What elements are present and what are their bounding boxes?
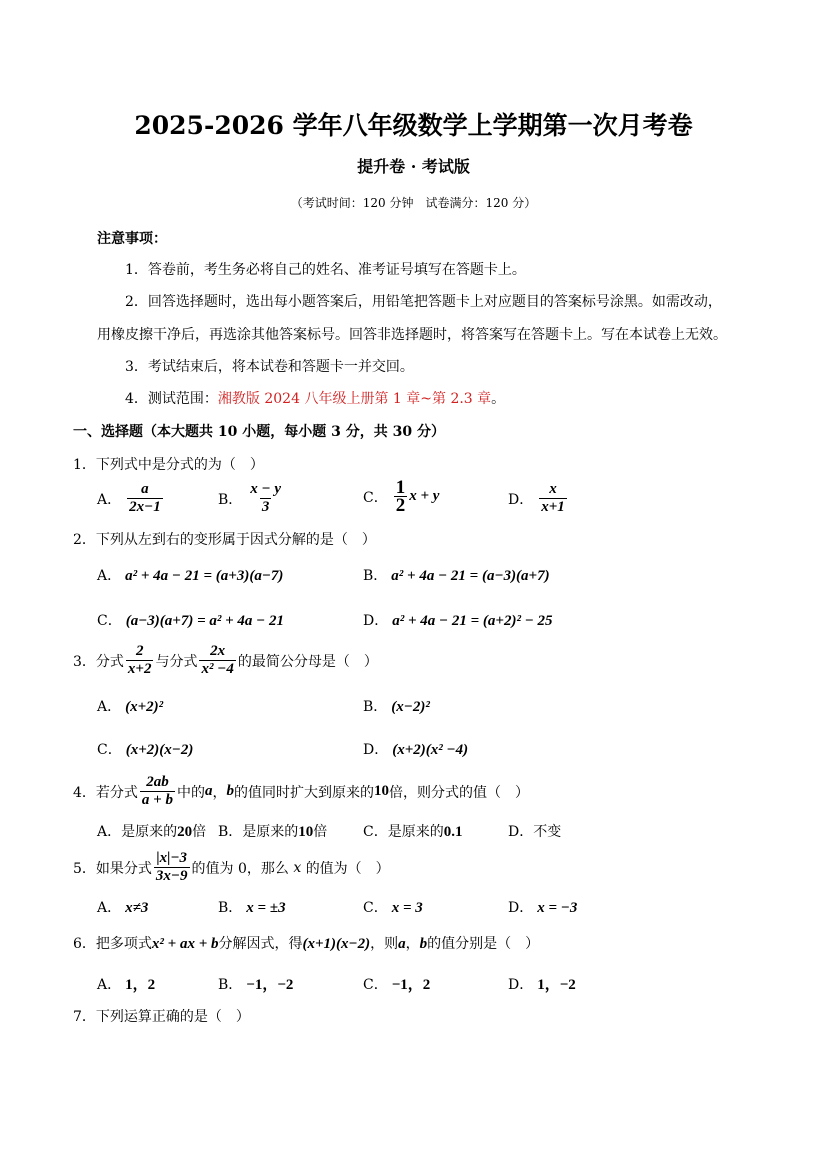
expression: −1，−2 [246, 977, 294, 993]
variable: x [293, 859, 302, 876]
option-label: A． [97, 977, 122, 993]
question-2-stem: 2．下列从左到右的变形属于因式分解的是（ ） [73, 532, 376, 548]
fraction [127, 482, 163, 515]
question-4-stem [73, 775, 529, 808]
option-label: A． [97, 699, 122, 715]
option-label: D． [508, 900, 534, 916]
note-item-4-suffix: 。 [491, 391, 506, 407]
note-item-1: 1．答卷前，考生务必将自己的姓名、准考证号填写在答题卡上。 [125, 262, 526, 278]
exam-title: 2025-2026 学年八年级数学上学期第一次月考卷 [134, 111, 693, 140]
stem-text: 3．分式 [73, 653, 124, 670]
question-1-option-a[interactable] [97, 482, 165, 515]
expression: (x+2)(x−2) [125, 742, 194, 758]
question-4-option-b[interactable] [218, 821, 327, 841]
stem-text: 6．把多项式 [73, 936, 152, 952]
numerator: x [549, 481, 557, 497]
question-3-option-c[interactable] [97, 739, 193, 759]
stem-text: ，则 [370, 936, 399, 952]
exam-subtitle: 提升卷 · 考试版 [357, 157, 470, 176]
question-1-option-c[interactable] [363, 477, 440, 516]
option-label: B． [218, 900, 243, 916]
numerator: |x|−3 [156, 850, 188, 866]
option-label: C． [363, 977, 388, 993]
question-2-option-a[interactable] [97, 565, 283, 585]
option-label: B． [363, 699, 388, 715]
expression: (a−3)(a+7) = a² + 4a − 21 [125, 613, 285, 629]
numerator: 2 [135, 643, 144, 659]
denominator: x+1 [541, 499, 565, 515]
expression: x² + ax + b [151, 936, 219, 952]
expression: (x+2)(x² −4) [392, 742, 469, 758]
number: 10 [373, 783, 389, 799]
option-label: C． [363, 489, 388, 506]
fraction [126, 644, 154, 677]
section-heading-prefix: 一、选择题（ [73, 424, 157, 440]
option-text: 是原来的 [121, 824, 178, 840]
question-6-option-b[interactable] [218, 973, 293, 994]
option-text: 是原来的 [242, 824, 299, 840]
expression: x≠3 [125, 900, 149, 916]
stem-text: 的值为（ ） [305, 860, 390, 877]
option-label: A． [97, 900, 122, 916]
question-5-option-a[interactable] [97, 897, 148, 917]
option-label: C． [363, 824, 388, 840]
option-text: 是原来的 [387, 824, 444, 840]
fraction [199, 644, 235, 677]
expression: a² + 4a − 21 = (a+2)² − 25 [392, 613, 553, 629]
stem-text: ， [212, 784, 227, 801]
option-text: 不变 [533, 824, 562, 840]
question-3-option-d[interactable] [363, 739, 468, 759]
stem-text: 的值分别是（ ） [427, 936, 540, 952]
option-label: D． [363, 742, 389, 758]
notes-heading: 注意事项： [97, 231, 167, 247]
option-label: D． [508, 977, 534, 993]
option-label: B． [218, 977, 243, 993]
question-4-option-c[interactable] [363, 821, 462, 841]
expression: −1，2 [391, 977, 431, 993]
option-label: C． [97, 742, 122, 758]
question-3-option-a[interactable] [97, 696, 163, 716]
option-label: A． [97, 824, 122, 840]
stem-text: 中的 [176, 784, 205, 801]
fraction [394, 477, 408, 516]
note-item-2-line-2: 用橡皮擦干净后，再选涂其他答案标号。回答非选择题时，将答案写在答题卡上。写在本试卷上无效。 [97, 327, 727, 343]
expression: 1，−2 [537, 977, 576, 993]
denominator: 2x−1 [129, 499, 161, 515]
option-text: 倍 [192, 824, 207, 840]
question-4-option-a[interactable] [97, 821, 206, 841]
option-label: D． [508, 824, 534, 840]
exam-info: （考试时间：120 分钟 试卷满分：120 分） [290, 196, 537, 210]
option-label: B． [218, 491, 243, 508]
question-2-option-c[interactable] [97, 610, 284, 630]
question-6-option-c[interactable] [363, 973, 430, 994]
expression: (x+2)² [125, 699, 164, 715]
denominator: a + b [141, 792, 173, 808]
number: 10 [298, 824, 314, 840]
question-2-option-b[interactable] [363, 565, 550, 585]
expression: (x+1)(x−2) [302, 936, 371, 952]
stem-text: 的值为 0，那么 [191, 860, 289, 877]
note-item-4 [125, 388, 505, 408]
question-5-option-c[interactable] [363, 897, 423, 917]
option-label: A． [97, 491, 122, 508]
expression: a² + 4a − 21 = (a+3)(a−7) [125, 568, 284, 584]
note-item-3: 3．考试结束后，将本试卷和答题卡一并交回。 [125, 359, 414, 375]
numerator: 2ab [146, 774, 169, 790]
denominator: 2 [395, 495, 406, 516]
fraction [154, 851, 190, 884]
numerator: x − y [250, 481, 282, 497]
denominator: 3x−9 [155, 868, 188, 884]
stem-text: 的最简公分母是（ ） [237, 653, 378, 670]
number: 20 [177, 824, 193, 840]
section-heading-suffix: ） [430, 424, 445, 440]
expression: a² + 4a − 21 = (a−3)(a+7) [391, 568, 550, 584]
question-4-option-d[interactable] [508, 821, 561, 841]
option-label: C． [363, 900, 388, 916]
stem-text: 4．若分式 [73, 784, 138, 801]
stem-text: ， [405, 936, 420, 952]
question-3-stem [73, 644, 378, 677]
question-6-option-a[interactable] [97, 973, 155, 994]
denominator: x+2 [127, 661, 152, 677]
test-range: 湘教版 2024 八年级上册第 1 章~第 2.3 章 [217, 391, 492, 407]
numerator: 2x [210, 643, 226, 659]
option-label: D． [363, 613, 389, 629]
question-5-option-b[interactable] [218, 897, 286, 917]
option-label: B． [363, 568, 388, 584]
option-label: B． [218, 824, 243, 840]
note-item-4-prefix: 4．测试范围： [125, 391, 218, 407]
expression: x + y [409, 488, 440, 504]
note-item-2-line-1: 2．回答选择题时，选出每小题答案后，用铅笔把答题卡上对应题目的答案标号涂黑。如需改动， [125, 294, 722, 310]
question-1-stem: 1．下列式中是分式的为（ ） [73, 457, 264, 473]
option-label: A． [97, 568, 122, 584]
section-heading [73, 421, 445, 441]
option-label: C． [97, 613, 122, 629]
stem-text: 分解因式，得 [218, 936, 303, 952]
denominator: x² −4 [201, 661, 234, 677]
denominator: 3 [261, 499, 270, 515]
question-1-option-b[interactable] [218, 482, 285, 515]
stem-text: 与分式 [155, 653, 198, 670]
question-2-option-d[interactable] [363, 610, 553, 630]
stem-text: 倍，则分式的值（ ） [388, 784, 529, 801]
fraction [248, 482, 283, 515]
stem-text: 的值同时扩大到原来的 [233, 784, 374, 801]
expression: x = ±3 [246, 900, 286, 916]
numerator: 1 [395, 477, 406, 498]
question-5-stem [73, 851, 390, 884]
stem-text: 5．如果分式 [73, 860, 152, 877]
number: 0.1 [443, 824, 463, 840]
variable: b [419, 936, 428, 952]
numerator: a [141, 481, 149, 497]
question-6-option-d[interactable] [508, 973, 576, 994]
question-6-stem [73, 933, 539, 953]
expression: x = 3 [391, 900, 423, 916]
question-1-option-d[interactable] [508, 482, 569, 515]
variable: a [204, 783, 213, 799]
expression: 1，2 [125, 977, 156, 993]
variable: b [226, 783, 234, 799]
option-text: 倍 [313, 824, 328, 840]
question-5-option-d[interactable] [508, 897, 577, 917]
option-label: D． [508, 491, 534, 508]
variable: a [398, 936, 406, 952]
fraction [539, 482, 567, 515]
question-3-option-b[interactable] [363, 696, 430, 716]
question-7-stem: 7．下列运算正确的是（ ） [73, 1009, 250, 1025]
expression: x = −3 [537, 900, 578, 916]
expression: (x−2)² [391, 699, 430, 715]
section-heading-detail: 本大题共 10 小题，每小题 3 分，共 30 分 [157, 424, 431, 440]
fraction [140, 775, 175, 808]
